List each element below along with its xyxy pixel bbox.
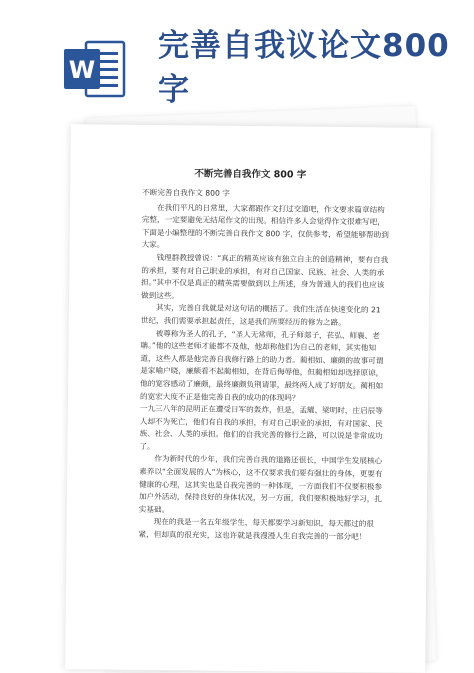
- document-paragraph: 钱理群教授曾说：“真正的精英应该有独立自主的创造精神，要有自我的承担，要有对自己职业的承担，有对自己国家、民族、社会、人类的承担。”其中不仅是真正的精英需要做到以上所述，身为普通人的我们也应该做到这些。: [141, 253, 389, 301]
- document-subheading: 不断完善自我作文 800 字: [142, 187, 230, 198]
- document-paragraph: 其实，完善自我就是对这句话的概括了。我们生活在快速变化的 21 世纪，我们需要承担起责任，这是我们所要经历的修为之路。: [140, 303, 381, 327]
- document-title: 不断完善自我作文 800 字: [194, 168, 307, 181]
- document-paragraph: 在我们平凡的日常里，大家都跟作文打过交道吧，作文要求篇章结构完整，一定要避免无结尾作文的出现。相信许多人会觉得作文很难写吧，下面是小编整理的不断完善自我作文 800 字，仅供参考，希望能够帮助到大家。: [141, 202, 389, 250]
- document-paragraph: 现在的我是一名五年级学生，每天都要学习新知识，每天都过的很紧，但却真的很充实，这也许就是我漫漫人生自我完善的一部分吧！: [138, 517, 374, 542]
- document-paragraph: 作为新时代的少年，我们完善自我的道路还很长，中国学生发展核心素养以“全面发展的人”为核心，这不仅要求我们要有强壮的身体，更要有健康的心理，这其实也是自我完善的一种体现，一方面我们不仅要积极参加户外活动，保持良好的身体状况，另一方面，我们要积极地好学习，扎实基础。: [138, 454, 383, 515]
- document-page: [65, 124, 431, 673]
- word-document-icon: [64, 40, 126, 98]
- word-icon-letter: W: [68, 56, 96, 84]
- document-paragraph: 被尊称为圣人的孔子，“圣人无常师，孔子师郯子，苌弘、师襄、老聃。”他的这些老师才能都不及他，他却称他们为自己的老师，其实他知道，这些人都是他完善自我修行路上的助力者。蔺相如、廉颇的故事可谓是家喻户晓，廉颇看不起蔺相如，在背后侮辱他，但蔺相如却选择原谅，他的宽容感动了廉颇，最终廉颇负荆请罪，最终两人成了好朋友。蔺相如的宽宏大度不正是他完善自我的成功的体现吗？: [139, 328, 384, 403]
- page-title: 完善自我议论文800字: [158, 28, 450, 108]
- document-paragraph: 一九三八年的昆明正在遭受日军的轰炸，但是，孟耀、梁明时，庄启辰等人却不为死亡，他们有自我的承担，有对自己职业的承担，有对国家、民族、社会、人类的承担。他们的自我完善的修行之路，可以说是非常成功了。: [139, 403, 383, 451]
- document-body: [138, 187, 390, 544]
